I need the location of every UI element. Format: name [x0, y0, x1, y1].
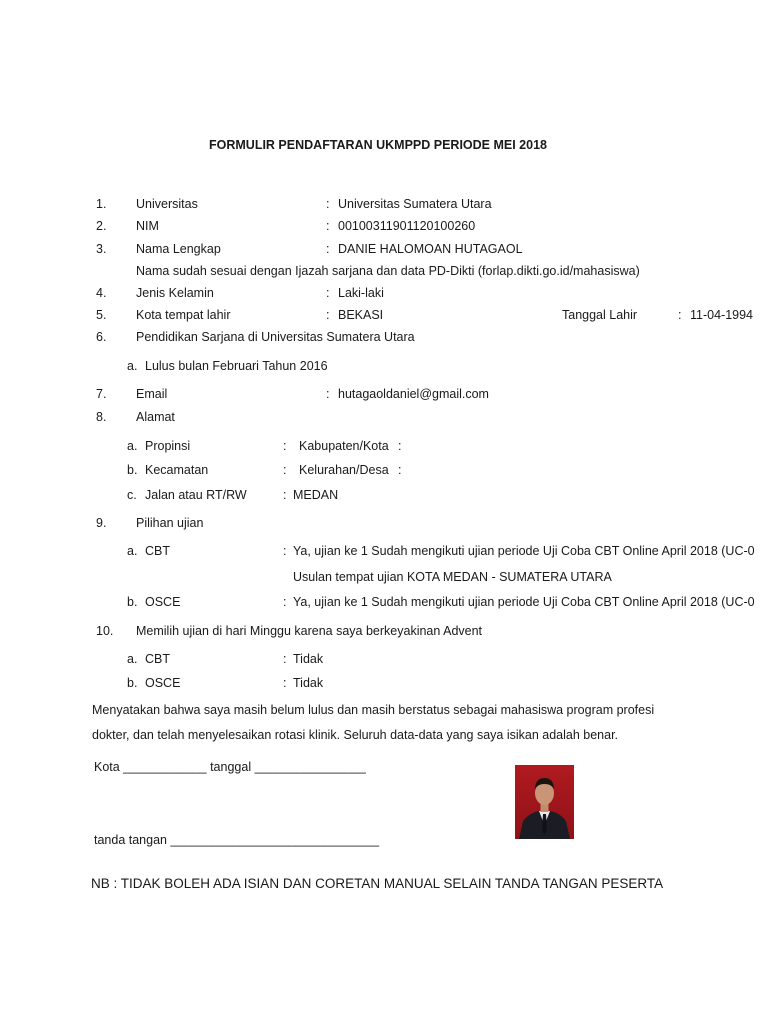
- sub-letter: b.: [127, 595, 138, 609]
- item-number: 1.: [96, 197, 107, 211]
- sub-letter: a.: [127, 544, 138, 558]
- minggu-osce-value: Tidak: [293, 676, 324, 690]
- nama-note: Nama sudah sesuai dengan Ijazah sarjana dan data PD-Dikti (forlap.dikti.go.id/mahasiswa): [136, 264, 640, 278]
- statement-line-2: dokter, dan telah menyelesaikan rotasi klinik. Seluruh data-data yang saya isikan adalah benar.: [92, 728, 619, 742]
- sub-letter: b.: [127, 463, 138, 477]
- nim-value: 00100311901120100260: [338, 219, 476, 233]
- minggu-label: Memilih ujian di hari Minggu karena saya berkeyakinan Advent: [136, 624, 483, 638]
- colon: :: [283, 595, 287, 609]
- sub-letter: b.: [127, 676, 138, 690]
- cbt-usulan: Usulan tempat ujian KOTA MEDAN - SUMATERA UTARA: [293, 570, 612, 584]
- item-number: 6.: [96, 330, 107, 344]
- lulus-text: Lulus bulan Februari Tahun 2016: [145, 359, 328, 373]
- colon: :: [283, 652, 287, 666]
- universitas-label: Universitas: [136, 197, 198, 211]
- tanggal-lahir-value: 11-04-1994: [690, 308, 754, 322]
- colon: :: [326, 219, 330, 233]
- person-portrait-icon: [515, 765, 574, 839]
- kota-lahir-value: BEKASI: [338, 308, 384, 322]
- colon: :: [326, 387, 330, 401]
- colon: :: [326, 197, 330, 211]
- sub-letter: a.: [127, 359, 138, 373]
- colon: :: [326, 308, 330, 322]
- item-number: 5.: [96, 308, 107, 322]
- minggu-cbt-label: CBT: [145, 652, 170, 666]
- nim-label: NIM: [136, 219, 159, 233]
- tanda-tangan-line: tanda tangan ______________________________: [94, 833, 380, 847]
- osce-label: OSCE: [145, 595, 181, 609]
- kota-tanggal-line: Kota ____________ tanggal ________________: [94, 760, 366, 774]
- nama-label: Nama Lengkap: [136, 242, 221, 256]
- minggu-osce-label: OSCE: [145, 676, 181, 690]
- colon: :: [398, 463, 402, 477]
- colon: :: [283, 544, 287, 558]
- colon: :: [283, 488, 287, 502]
- statement-line-1: Menyatakan bahwa saya masih belum lulus dan masih berstatus sebagai mahasiswa program profesi: [92, 703, 655, 717]
- tanggal-lahir-label: Tanggal Lahir: [562, 308, 638, 322]
- pilihan-label: Pilihan ujian: [136, 516, 204, 530]
- sub-letter: c.: [127, 488, 137, 502]
- item-number: 9.: [96, 516, 107, 530]
- form-title: FORMULIR PENDAFTARAN UKMPPD PERIODE MEI 2018: [209, 138, 547, 152]
- item-number: 10.: [96, 624, 114, 638]
- jalan-label: Jalan atau RT/RW: [145, 488, 247, 502]
- jenis-kelamin-label: Jenis Kelamin: [136, 286, 214, 300]
- kabupaten-label: Kabupaten/Kota: [299, 439, 389, 453]
- alamat-label: Alamat: [136, 410, 175, 424]
- kelurahan-label: Kelurahan/Desa: [299, 463, 389, 477]
- osce-value: Ya, ujian ke 1 Sudah mengikuti ujian periode Uji Coba CBT Online April 2018 (UC-0: [293, 595, 755, 609]
- colon: :: [283, 463, 287, 477]
- minggu-cbt-value: Tidak: [293, 652, 324, 666]
- colon: :: [326, 286, 330, 300]
- sub-letter: a.: [127, 439, 138, 453]
- jenis-kelamin-value: Laki-laki: [338, 286, 384, 300]
- universitas-value: Universitas Sumatera Utara: [338, 197, 492, 211]
- colon: :: [326, 242, 330, 256]
- cbt-value: Ya, ujian ke 1 Sudah mengikuti ujian periode Uji Coba CBT Online April 2018 (UC-0: [293, 544, 755, 558]
- email-label: Email: [136, 387, 168, 401]
- nb-note: NB : TIDAK BOLEH ADA ISIAN DAN CORETAN MANUAL SELAIN TANDA TANGAN PESERTA: [91, 876, 664, 891]
- jalan-value: MEDAN: [293, 488, 339, 502]
- colon: :: [283, 676, 287, 690]
- kecamatan-label: Kecamatan: [145, 463, 209, 477]
- item-number: 8.: [96, 410, 107, 424]
- propinsi-label: Propinsi: [145, 439, 191, 453]
- colon: :: [283, 439, 287, 453]
- nama-value: DANIE HALOMOAN HUTAGAOL: [338, 242, 523, 256]
- item-number: 2.: [96, 219, 107, 233]
- pendidikan-label: Pendidikan Sarjana di Universitas Sumatera Utara: [136, 330, 415, 344]
- colon: :: [678, 308, 682, 322]
- item-number: 7.: [96, 387, 107, 401]
- cbt-label: CBT: [145, 544, 170, 558]
- participant-photo: [515, 765, 574, 839]
- item-number: 3.: [96, 242, 107, 256]
- colon: :: [398, 439, 402, 453]
- email-value: hutagaoldaniel@gmail.com: [338, 387, 489, 401]
- sub-letter: a.: [127, 652, 138, 666]
- kota-lahir-label: Kota tempat lahir: [136, 308, 231, 322]
- item-number: 4.: [96, 286, 107, 300]
